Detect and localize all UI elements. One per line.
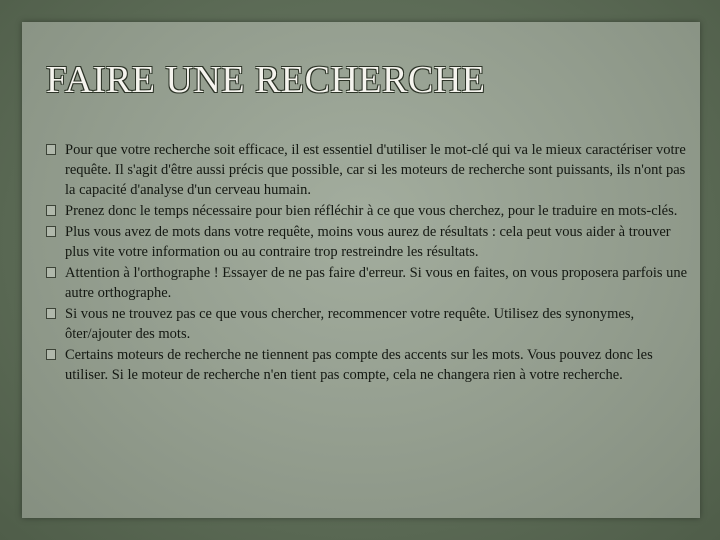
- bullet-text: Pour que votre recherche soit efficace, il est essentiel d'utiliser le mot-clé qui va le mieux caractériser votre requête. Il s'agit d'être aussi précis que possible, car si les moteurs de recherche sont puissants, ils n'ont pas la capacité d'analyse d'un cerveau humain.: [65, 142, 686, 198]
- bullet-text: Prenez donc le temps nécessaire pour bien réfléchir à ce que vous cherchez, pour le traduire en mots-clés.: [65, 203, 678, 219]
- bullet-marker-icon: [46, 226, 56, 237]
- bullet-text: Certains moteurs de recherche ne tiennent pas compte des accents sur les mots. Vous pouvez donc les utiliser. Si le moteur de recherche n'en tient pas compte, cela ne changera rien à votre recherche.: [65, 347, 653, 383]
- bullet-item: [46, 222, 691, 262]
- bullet-item: [46, 345, 691, 385]
- bullet-text: Attention à l'orthographe ! Essayer de ne pas faire d'erreur. Si vous en faites, on vous proposera parfois une autre orthographe.: [65, 265, 688, 301]
- bullet-marker-icon: [46, 308, 56, 319]
- bullet-marker-icon: [46, 267, 56, 278]
- bullet-marker-icon: [46, 349, 56, 360]
- bullet-marker-icon: [46, 144, 56, 155]
- bullet-text: Plus vous avez de mots dans votre requête, moins vous aurez de résultats : cela peut vous aider à trouver plus vite votre information ou au contraire trop restreindre les résultats.: [65, 224, 671, 260]
- bullet-item: [46, 263, 691, 303]
- bullet-text: Si vous ne trouvez pas ce que vous chercher, recommencer votre requête. Utilisez des synonymes, ôter/ajouter des mots.: [65, 306, 635, 342]
- bullet-item: [46, 140, 691, 200]
- bullet-item: [46, 201, 691, 221]
- bullet-item: [46, 304, 691, 344]
- bullet-marker-icon: [46, 205, 56, 216]
- slide-title: FAIRE UNE RECHERCHE: [46, 59, 486, 101]
- bullet-list: [46, 140, 691, 386]
